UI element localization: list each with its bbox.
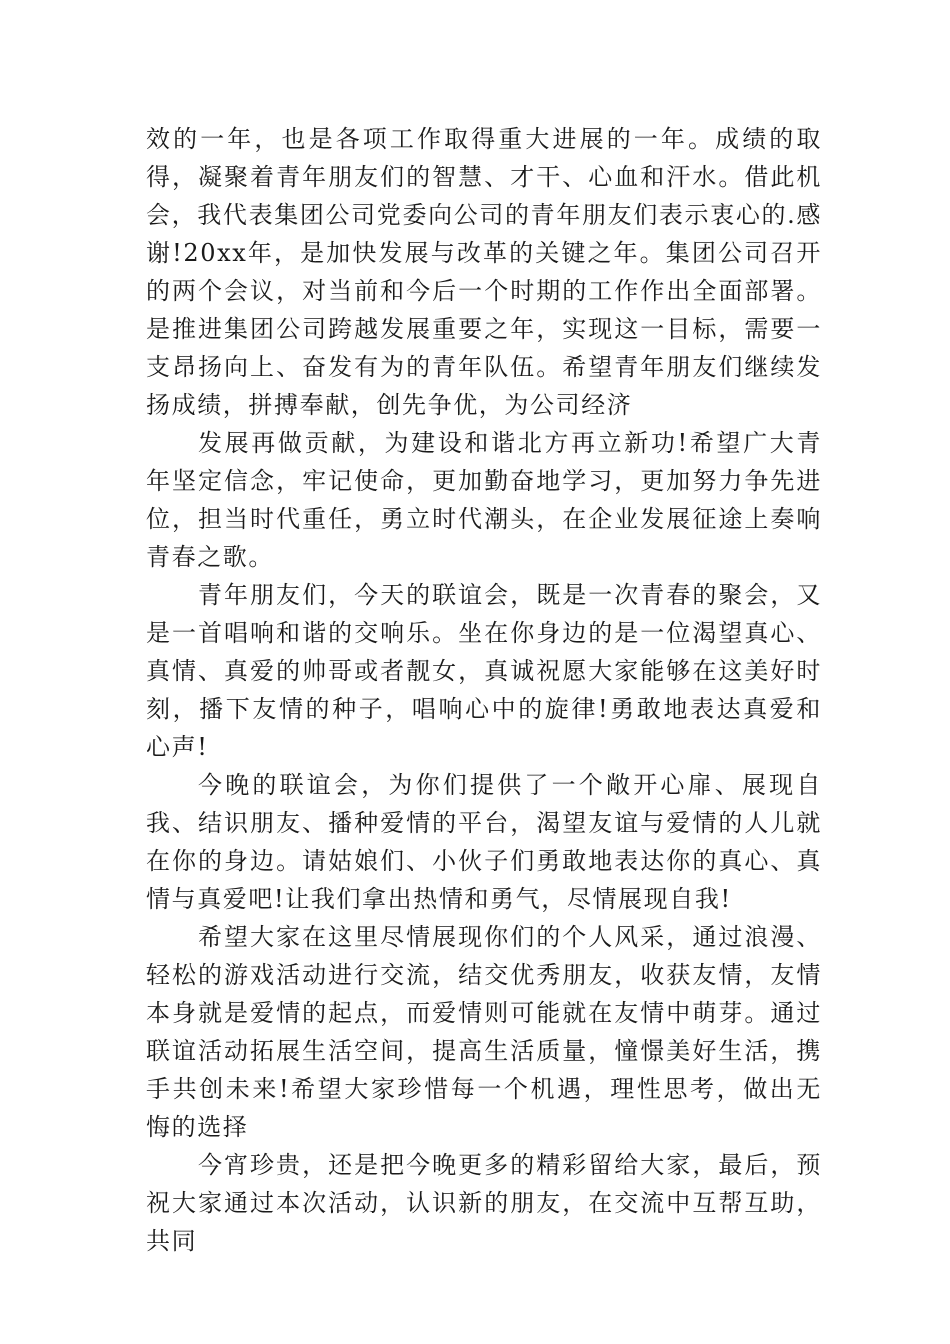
paragraph-3: 青年朋友们，今天的联谊会，既是一次青春的聚会，又是一首唱响和谐的交响乐。坐在你身边的是一位渴望真心、真情、真爱的帅哥或者靓女，真诚祝愿大家能够在这美好时刻，播下友情的种子，唱响心中的旋律!勇敢地表达真爱和心声!: [146, 581, 822, 761]
paragraph-4: 今晚的联谊会，为你们提供了一个敞开心扉、展现自我、结识朋友、播种爱情的平台，渴望友谊与爱情的人儿就在你的身边。请姑娘们、小伙子们勇敢地表达你的真心、真情与真爱吧!让我们拿出热情和勇气，尽情展现自我!: [146, 771, 822, 913]
paragraph-5: 希望大家在这里尽情展现你们的个人风采，通过浪漫、轻松的游戏活动进行交流，结交优秀朋友，收获友情，友情本身就是爱情的起点，而爱情则可能就在友情中萌芽。通过联谊活动拓展生活空间，提高生活质量，憧憬美好生活，携手共创未来!希望大家珍惜每一个机遇，理性思考，做出无悔的选择: [146, 923, 822, 1141]
paragraph-6: 今宵珍贵，还是把今晚更多的精彩留给大家，最后，预祝大家通过本次活动，认识新的朋友，在交流中互帮互助，共同: [146, 1151, 822, 1255]
paragraph-2: 发展再做贡献，为建设和谐北方再立新功!希望广大青年坚定信念，牢记使命，更加勤奋地学习，更加努力争先进位，担当时代重任，勇立时代潮头，在企业发展征途上奏响青春之歌。: [146, 429, 822, 571]
paragraph-1: 效的一年，也是各项工作取得重大进展的一年。成绩的取得，凝聚着青年朋友们的智慧、才干、心血和汗水。借此机会，我代表集团公司党委向公司的青年朋友们表示衷心的.感谢!20xx年，是加快发展与改革的关键之年。集团公司召开的两个会议，对当前和今后一个时期的工作作出全面部署。是推进集团公司跨越发展重要之年，实现这一目标，需要一支昂扬向上、奋发有为的青年队伍。希望青年朋友们继续发扬成绩，拼搏奉献，创先争优，为公司经济: [146, 125, 822, 419]
document-body: [146, 120, 822, 1260]
